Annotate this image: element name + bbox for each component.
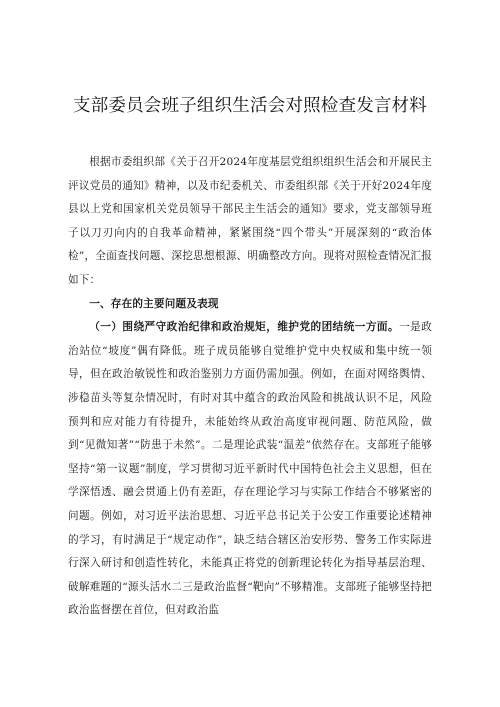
document-title: 支部委员会班子组织生活会对照检查发言材料 (73, 96, 427, 116)
subsection-paragraph-1 (68, 316, 432, 623)
subsection-heading-1: （一）围绕严守政治纪律和政治规矩，维护党的团结统一方面。 (89, 321, 400, 334)
intro-paragraph: 根据市委组织部《关于召开2024年度基层党组织组织生活会和开展民主评议党员的通知》精神，以及市纪委机关、市委组织部《关于开好2024年度县以上党和国家机关党员领导干部民主生活会的通知》要求，党支部领导班子以刀刃向内的自我革命精神，紧紧围绕“四个带头”开展深刻的“政治体检”，全面查找问题、深挖思想根源、明确整改方向。现将对照检查情况汇报如下： (68, 156, 432, 286)
subsection-body-1: 一是政治站位“坡度”偶有降低。班子成员能够自觉维护党中央权威和集中统一领导，但在政治敏锐性和政治鉴别力方面仍需加强。例如，在面对网络舆情、涉稳苗头等复杂情况时，有时对其中蕴含的政治风险和挑战认识不足，风险预判和应对能力有待提升，未能始终从政治高度审视问题、防范风险，做到“见微知著”“防患于未然”。二是理论武装“温差”依然存在。支部班子能够坚持“第一议题”制度，学习贯彻习近平新时代中国特色社会主义思想，但在学深悟透、融会贯通上仍有差距，存在理论学习与实际工作结合不够紧密的问题。例如，对习近平法治思想、习近平总书记关于公安工作重要论述精神的学习，有时满足于“规定动作”，缺乏结合辖区治安形势、警务工作实际进行深入研讨和创造性转化，未能真正将党的创新理论转化为指导基层治理、破解难题的“源头活水二三是政治监督“靶向”不够精准。支部班子能够坚持把政治监督摆在首位，但对政治监 (68, 321, 432, 617)
section-heading-1: 一、存在的主要问题及表现 (89, 297, 219, 310)
